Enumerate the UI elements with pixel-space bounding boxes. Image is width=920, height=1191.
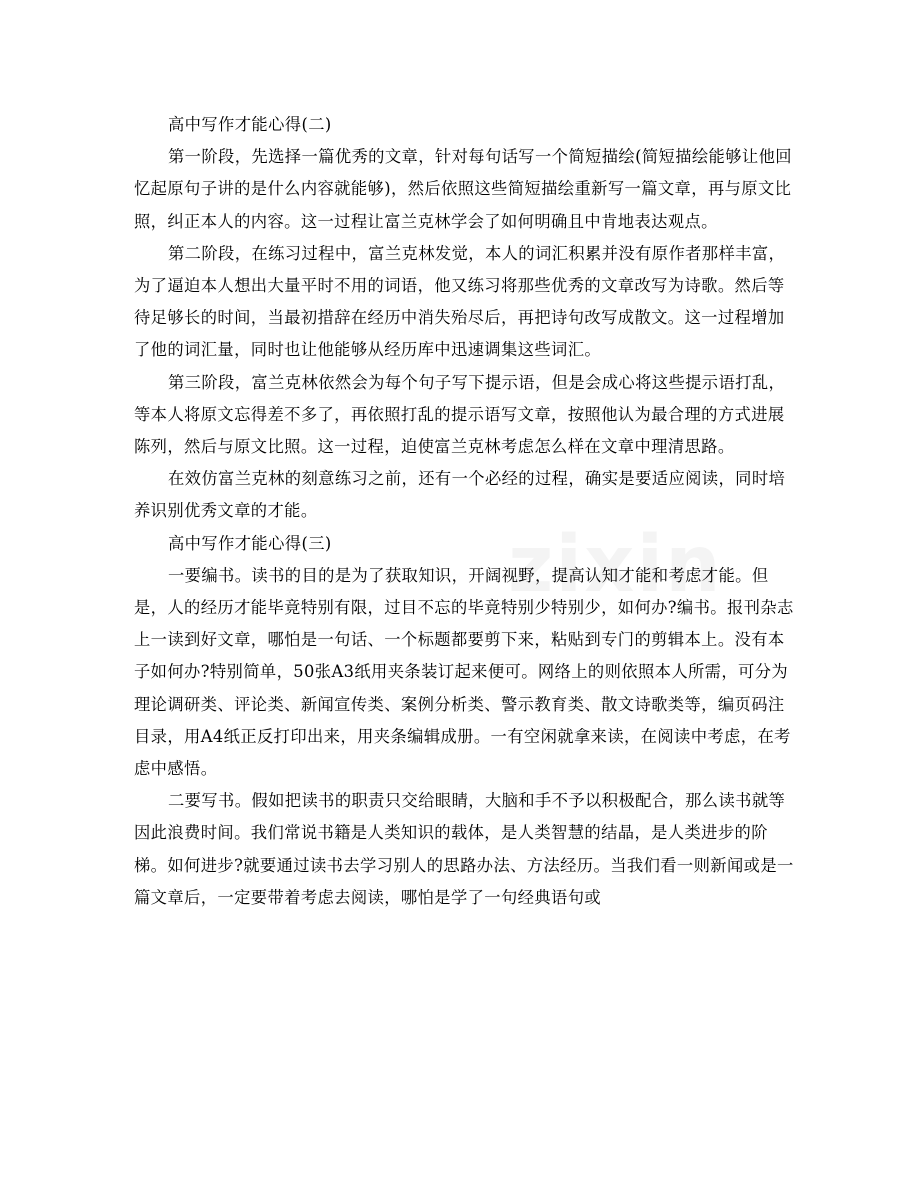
section-heading-2: 高中写作才能心得(二) (168, 115, 332, 134)
paragraph-write-books: 二要写书。假如把读书的职责只交给眼睛，大脑和手不予以积极配合，那么读书就等因此浪费时间。我们常说书籍是人类知识的载体，是人类智慧的结晶，是人类进步的阶梯。如何进步?就要通过读书去学习别人的思路办法、方法经历。当我们看一则新闻或是一篇文章后，一定要带着考虑去阅读，哪怕是学了一句经典语句或 (134, 791, 794, 907)
paragraph-compile-books: 一要编书。读书的目的是为了获取知识，开阔视野，提高认知才能和考虑才能。但是，人的经历才能毕竟特别有限，过目不忘的毕竟特别少特别少，如何办?编书。报刊杂志上一读到好文章，哪怕是一句话、一个标题都要剪下来，粘贴到专门的剪辑本上。没有本子如何办?特别简单，50张A3纸用夹条装订起来便可。网络上的则依照本人所需，可分为理论调研类、评论类、新闻宣传类、案例分析类、警示教育类、散文诗歌类等，编页码注目录，用A4纸正反打印出来，用夹条编辑成册。一有空闲就拿来读，在阅读中考虑，在考虑中感悟。 (134, 565, 794, 779)
paragraph-reading-prep: 在效仿富兰克林的刻意练习之前，还有一个必经的过程，确实是要适应阅读，同时培养识别优秀文章的才能。 (134, 469, 786, 521)
document-body (134, 109, 794, 914)
paragraph-stage-3: 第三阶段，富兰克林依然会为每个句子写下提示语，但是会成心将这些提示语打乱，等本人将原文忘得差不多了，再依照打乱的提示语写文章，按照他认为最合理的方式进展陈列，然后与原文比照。这一过程，迫使富兰克林考虑怎么样在文章中理清思路。 (134, 372, 786, 457)
section-heading-3: 高中写作才能心得(三) (168, 533, 332, 553)
paragraph-stage-1: 第一阶段，先选择一篇优秀的文章，针对每句话写一个简短描绘(简短描绘能够让他回忆起原句子讲的是什么内容就能够)，然后依照这些简短描绘重新写一篇文章，再与原文比照，纠正本人的内容。这一过程让富兰克林学会了如何明确且中肯地表达观点。 (134, 147, 792, 231)
paragraph-stage-2: 第二阶段，在练习过程中，富兰克林发觉，本人的词汇积累并没有原作者那样丰富，为了逼迫本人想出大量平时不用的词语，他又练习将那些优秀的文章改写为诗歌。然后等待足够长的时间，当最初措辞在经历中消失殆尽后，再把诗句改写成散文。这一过程增加了他的词汇量，同时也让他能够从经历库中迅速调集这些词汇。 (134, 243, 786, 360)
